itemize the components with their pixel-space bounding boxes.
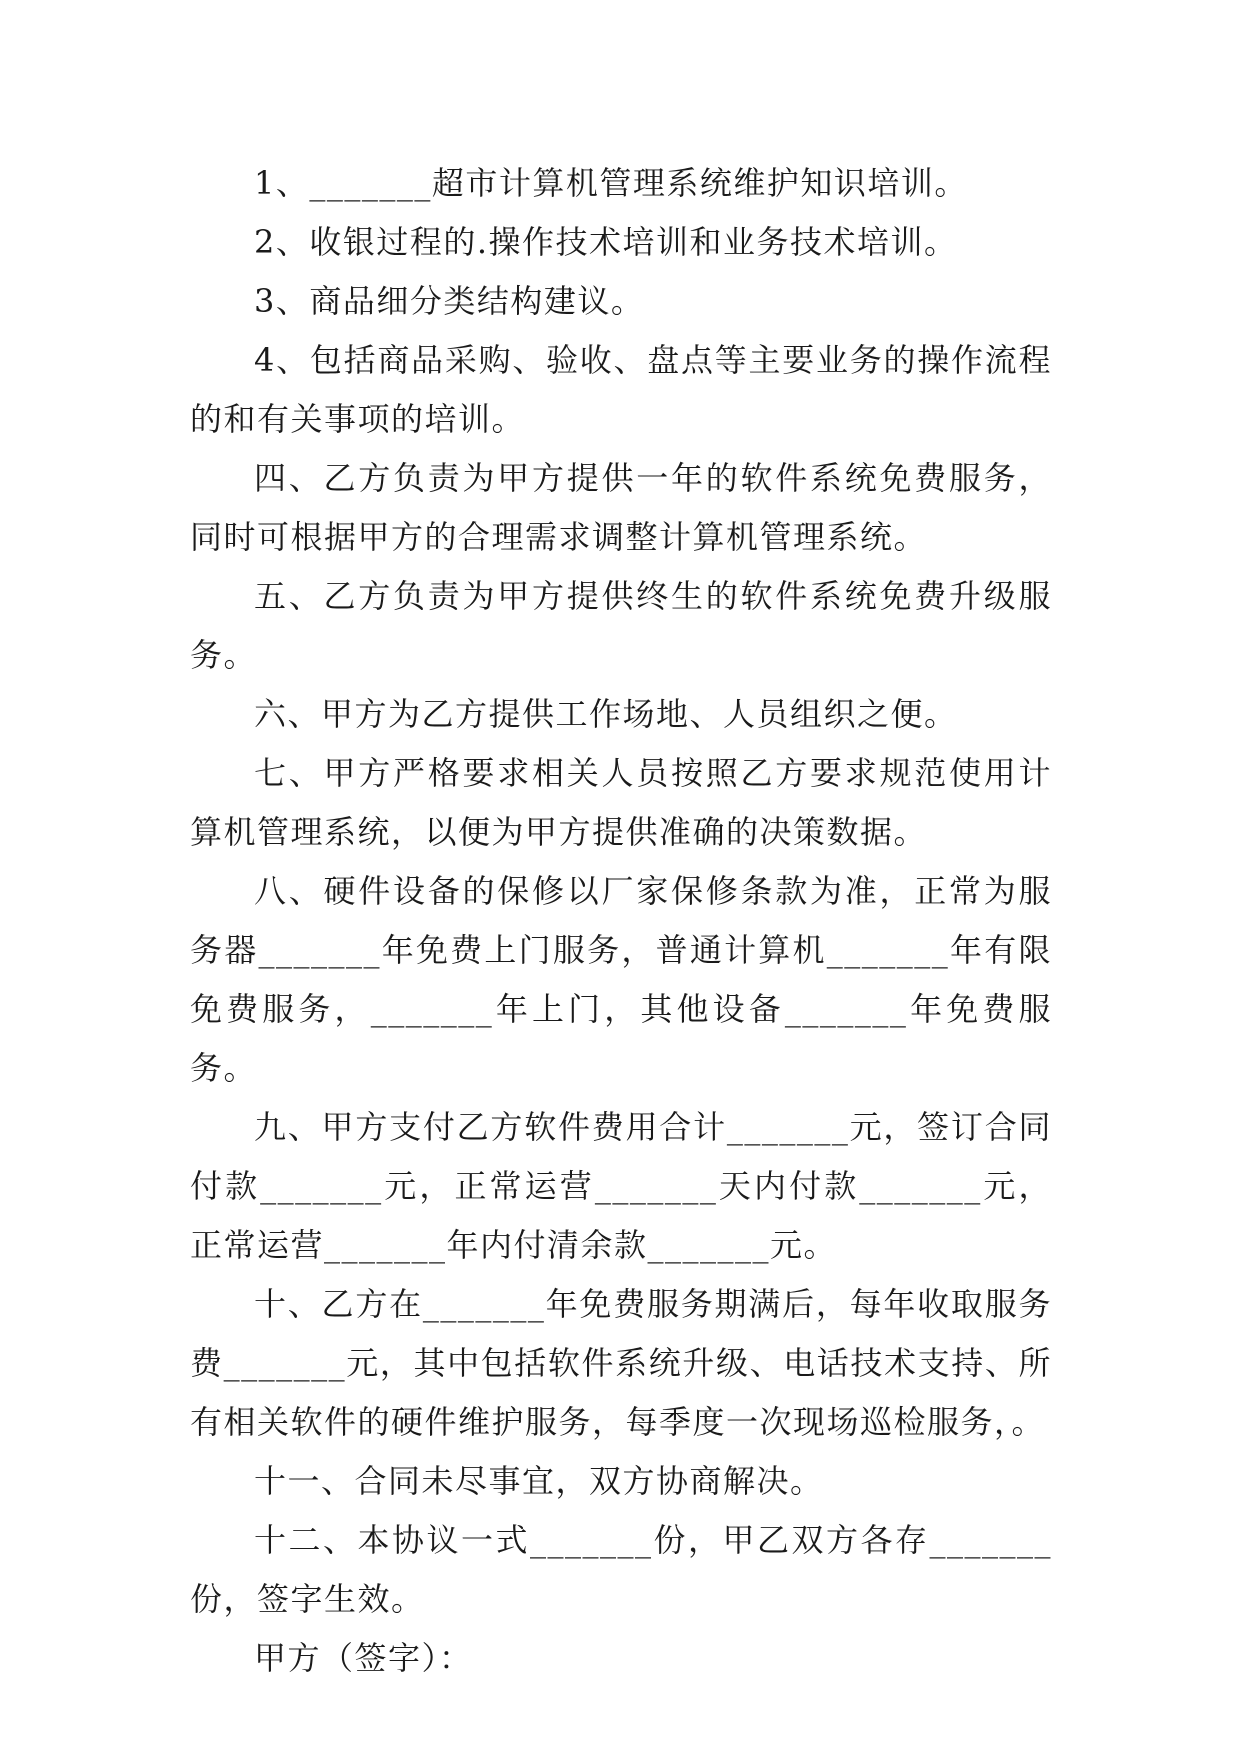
paragraph-1: 1、_______超市计算机管理系统维护知识培训。: [254, 164, 968, 202]
paragraph-2: 2、收银过程的.操作技术培训和业务技术培训。: [254, 223, 958, 261]
paragraph-3: 3、商品细分类结构建议。: [254, 282, 645, 320]
clause-7: 七、甲方严格要求相关人员按照乙方要求规范使用计算机管理系统，以便为甲方提供准确的决策数据。: [190, 754, 1052, 851]
clause-5: 五、乙方负责为甲方提供终生的软件系统免费升级服务。: [190, 577, 1052, 674]
clause-11: 十一、合同未尽事宜，双方协商解决。: [254, 1462, 824, 1500]
clause-8: 八、硬件设备的保修以厂家保修条款为准，正常为服务器_______年免费上门服务，普通计算机_______年有限免费服务，_______年上门，其他设备_______年免费服务。: [190, 872, 1052, 1087]
clause-4: 四、乙方负责为甲方提供一年的软件系统免费服务，同时可根据甲方的合理需求调整计算机管理系统。: [190, 459, 1052, 556]
document-body: [190, 154, 1052, 1688]
clause-10: 十、乙方在_______年免费服务期满后，每年收取服务费_______元，其中包括软件系统升级、电话技术支持、所有相关软件的硬件维护服务，每季度一次现场巡检服务，。: [190, 1285, 1052, 1441]
signature-party-a: 甲方（签字）：: [254, 1639, 473, 1677]
clause-6: 六、甲方为乙方提供工作场地、人员组织之便。: [254, 695, 958, 733]
clause-9: 九、甲方支付乙方软件费用合计_______元，签订合同付款_______元，正常运营_______天内付款_______元，正常运营_______年内付清余款_______元。: [190, 1108, 1052, 1264]
clause-12: 十二、本协议一式_______份，甲乙双方各存_______份，签字生效。: [190, 1521, 1052, 1618]
paragraph-4: 4、包括商品采购、验收、盘点等主要业务的操作流程的和有关事项的培训。: [190, 341, 1052, 438]
